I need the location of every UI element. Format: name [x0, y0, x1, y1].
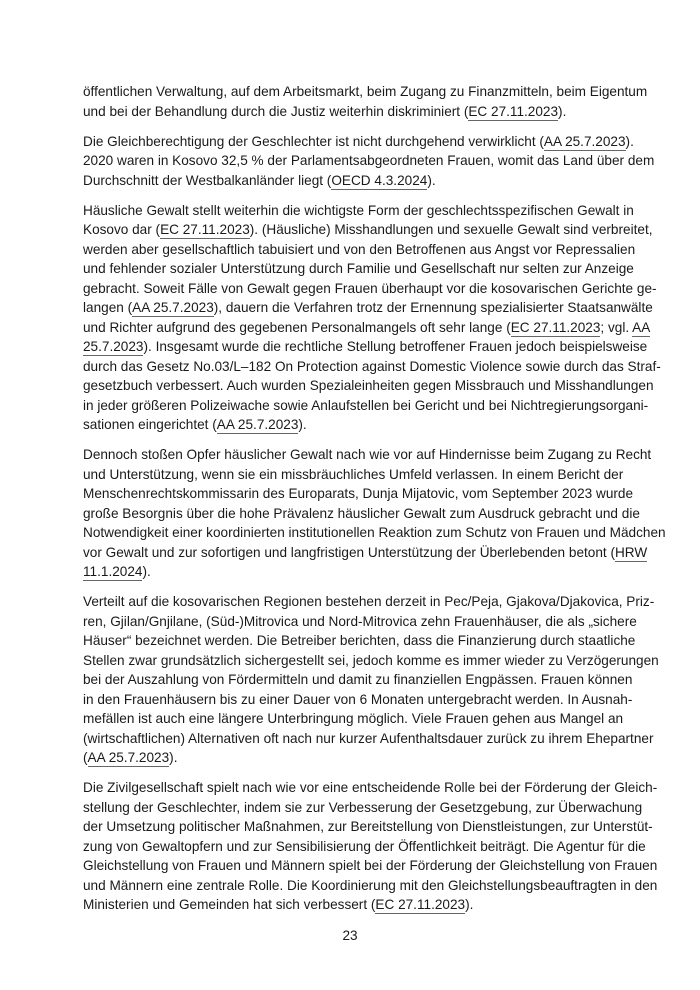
text-segment: in jeder größeren Polizeiwache sowie Anlaufstellen bei Gericht und bei Nichtregierungsorgani- [83, 397, 649, 413]
text-line [83, 445, 652, 465]
text-segment: ), dauern die Verfahren trotz der Ernennung spezialisierter Staatsanwälte [213, 300, 653, 315]
text-line [83, 318, 651, 338]
text-segment: Die Zivilgesellschaft spielt nach wie vor eine entscheidende Rolle bei der Förderung der Gleich- [83, 780, 658, 795]
text-segment: gebracht. Soweit Fälle von Gewalt gegen Frauen überhaupt vor die kosovarischen Gerichte ge- [83, 280, 657, 296]
text-line [83, 631, 636, 651]
text-line [83, 82, 648, 102]
text-segment: und Unterstützung, wenn sie ein missbräuchliches Umfeld verlassen. In einem Bericht der [83, 466, 624, 482]
text-line [83, 670, 633, 690]
source-reference-link[interactable]: EC 27.11.2023 [160, 222, 250, 237]
text-segment: öffentlichen Verwaltung, auf dem Arbeitsmarkt, beim Zugang zu Finanzmitteln, beim Eigentum [83, 84, 648, 99]
text-segment: und bei der Behandlung durch die Justiz weiterhin diskriminiert ( [83, 103, 469, 119]
text-line [83, 132, 634, 152]
text-segment: 2020 waren in Kosovo 32,5 % der Parlamentsabgeordneten Frauen, womit das Land über dem [83, 153, 655, 168]
source-reference-link[interactable]: AA 25.7.2023 [216, 417, 299, 432]
text-line [83, 357, 661, 377]
text-segment: in den Frauenhäusern bis zu einer Dauer von 6 Monaten untergebracht werden. In Ausnah- [83, 691, 633, 707]
text-line [83, 415, 618, 435]
text-segment: werden aber gesellschaftlich tabuisiert und von den Betroffenen aus Angst vor Repressalien [83, 241, 636, 257]
text-segment: ). [142, 564, 151, 579]
text-segment: stellung der Geschlechter, indem sie zur Verbesserung der Gesetzgebung, zur Überwachung [83, 799, 643, 815]
source-reference-link[interactable]: AA 25.7.2023 [87, 750, 170, 765]
text-segment: zung von Gewaltopfern und zur Sensibilisierung der Öffentlichkeit beiträgt. Die Agentur für die [83, 838, 646, 854]
text-segment: der Umsetzung politischer Maßnahmen, zur Bereitstellung von Dienstleistungen, zur Unterstüt- [83, 819, 653, 834]
text-segment: große Besorgnis über die hohe Prävalenz häuslicher Gewalt zum Ausdruck gebracht und die [83, 505, 640, 521]
text-segment: gesetzbuch verbessert. Auch wurden Spezialeinheiten gegen Missbrauch und Misshandlungen [83, 378, 654, 393]
paragraph [83, 778, 658, 915]
text-segment: ). [625, 133, 634, 149]
text-segment: Durchschnitt der Westbalkanländer liegt ( [83, 172, 332, 188]
text-line [83, 102, 618, 122]
text-segment: ). [169, 750, 178, 765]
source-reference-link[interactable]: 11.1.2024 [83, 564, 143, 579]
source-reference-link[interactable]: EC 27.11.2023 [510, 319, 601, 335]
text-segment: ). [558, 103, 567, 119]
text-segment: ). [427, 172, 436, 188]
text-line [83, 171, 618, 191]
text-line [83, 279, 657, 299]
text-segment: durch das Gesetz No.03/L–182 On Protection against Domestic Violence sowie durch das Straf- [83, 358, 661, 374]
text-segment: sationen eingerichtet ( [83, 417, 217, 432]
paragraph [83, 132, 655, 191]
text-segment: Ministerien und Gemeinden hat sich verbessert ( [83, 897, 376, 912]
source-reference-link[interactable]: AA 25.7.2023 [132, 300, 214, 315]
text-segment: (wirtschaftlichen) Alternativen oft nach nur kurzer Aufenthaltsdauer zurück zu ihrem Ehepartner [83, 730, 654, 746]
text-line [83, 895, 618, 915]
text-segment: Kosovo dar ( [83, 222, 161, 237]
text-segment: Die Gleichberechtigung der Geschlechter ist nicht durchgehend verwirklicht ( [83, 133, 544, 149]
text-segment: Häusliche Gewalt stellt weiterhin die wichtigste Form der geschlechtsspezifischen Gewalt in [83, 202, 634, 218]
source-reference-link[interactable]: HRW [614, 544, 648, 560]
text-segment: ). (Häusliche) Misshandlungen und sexuelle Gewalt sind verbreitet, [249, 222, 653, 237]
text-line [83, 523, 666, 543]
paragraph [83, 445, 666, 582]
text-line [83, 562, 618, 582]
text-line [83, 798, 643, 818]
text-line [83, 729, 654, 749]
text-segment: ren, Gjilan/Gnjilane, (Süd-)Mitrovica und Nord-Mitrovica zehn Frauenhäuser, die als „sichere [83, 613, 637, 629]
source-reference-link[interactable]: EC 27.11.2023 [468, 103, 559, 119]
source-reference-link[interactable]: 25.7.2023 [83, 339, 144, 354]
text-line [83, 592, 655, 612]
text-line [83, 298, 653, 318]
text-line [83, 651, 659, 671]
text-line [83, 484, 634, 504]
text-segment: ; vgl. [600, 319, 633, 335]
text-segment: ). Insgesamt wurde die rechtliche Stellung betroffener Frauen jedoch beispielsweise [143, 339, 648, 354]
text-line [83, 748, 618, 768]
text-line [83, 778, 658, 798]
source-reference-link[interactable]: AA 25.7.2023 [543, 133, 626, 149]
text-line [83, 259, 634, 279]
text-line [83, 396, 649, 416]
text-segment: mefällen ist auch eine längere Unterbringung möglich. Viele Frauen gehen aus Mangel an [83, 711, 624, 726]
text-line [83, 543, 648, 563]
document-body [83, 82, 666, 925]
page-number: 23 [342, 928, 358, 943]
text-line [83, 337, 648, 357]
text-segment: und Richter aufgrund des gegebenen Personalmangels oft sehr lange ( [83, 319, 511, 335]
text-segment: Menschenrechtskommissarin des Europarats, Dunja Mijatovic, vom September 2023 wurde [83, 486, 634, 501]
text-line [83, 504, 640, 524]
text-line [83, 465, 624, 485]
text-line [83, 817, 653, 837]
text-segment: Gleichstellung von Frauen und Männern spielt bei der Förderung der Gleichstellung von Frauen [83, 858, 658, 873]
text-segment: Dennoch stoßen Opfer häuslicher Gewalt nach wie vor auf Hindernisse beim Zugang zu Recht [83, 447, 652, 462]
text-segment: ( [83, 750, 88, 765]
text-segment: langen ( [83, 300, 133, 315]
text-line [83, 240, 636, 260]
text-line [83, 376, 654, 396]
text-segment: und Männern eine zentrale Rolle. Die Koordinierung mit den Gleichstellungsbeauftragten in den [83, 877, 658, 893]
text-segment: Stellen zwar grundsätzlich sichergestellt sei, jedoch komme es immer wieder zu Verzögerungen [83, 652, 659, 668]
paragraph [83, 201, 661, 435]
text-segment: ). [298, 417, 307, 432]
text-segment: Verteilt auf die kosovarischen Regionen bestehen derzeit in Pec/Peja, Gjakova/Djakovica, Priz- [83, 594, 655, 609]
text-segment: ). [465, 897, 474, 912]
text-line [83, 151, 655, 171]
text-segment: Häuser“ bezeichnet werden. Die Betreiber berichten, dass die Finanzierung durch staatliche [83, 633, 636, 648]
source-reference-link[interactable]: AA [632, 319, 651, 335]
source-reference-link[interactable]: OECD 4.3.2024 [331, 172, 428, 188]
text-line [83, 220, 653, 240]
text-segment: bei der Auszahlung von Fördermitteln und damit zu finanziellen Engpässen. Frauen können [83, 672, 633, 687]
source-reference-link[interactable]: EC 27.11.2023 [375, 897, 466, 912]
paragraph [83, 82, 648, 121]
text-line [83, 201, 634, 221]
text-segment: und fehlender sozialer Unterstützung durch Familie und Gesellschaft nur selten zur Anzeige [83, 261, 634, 276]
text-segment: Notwendigkeit einer koordinierten institutionellen Reaktion zum Schutz von Frauen und Mädchen [83, 525, 666, 540]
text-line [83, 690, 633, 710]
text-line [83, 837, 646, 857]
paragraph [83, 592, 659, 768]
text-line [83, 709, 624, 729]
text-segment: vor Gewalt und zur sofortigen und langfristigen Unterstützung der Überlebenden betont ( [83, 544, 615, 560]
text-line [83, 876, 658, 896]
text-line [83, 612, 637, 632]
text-line [83, 856, 658, 876]
